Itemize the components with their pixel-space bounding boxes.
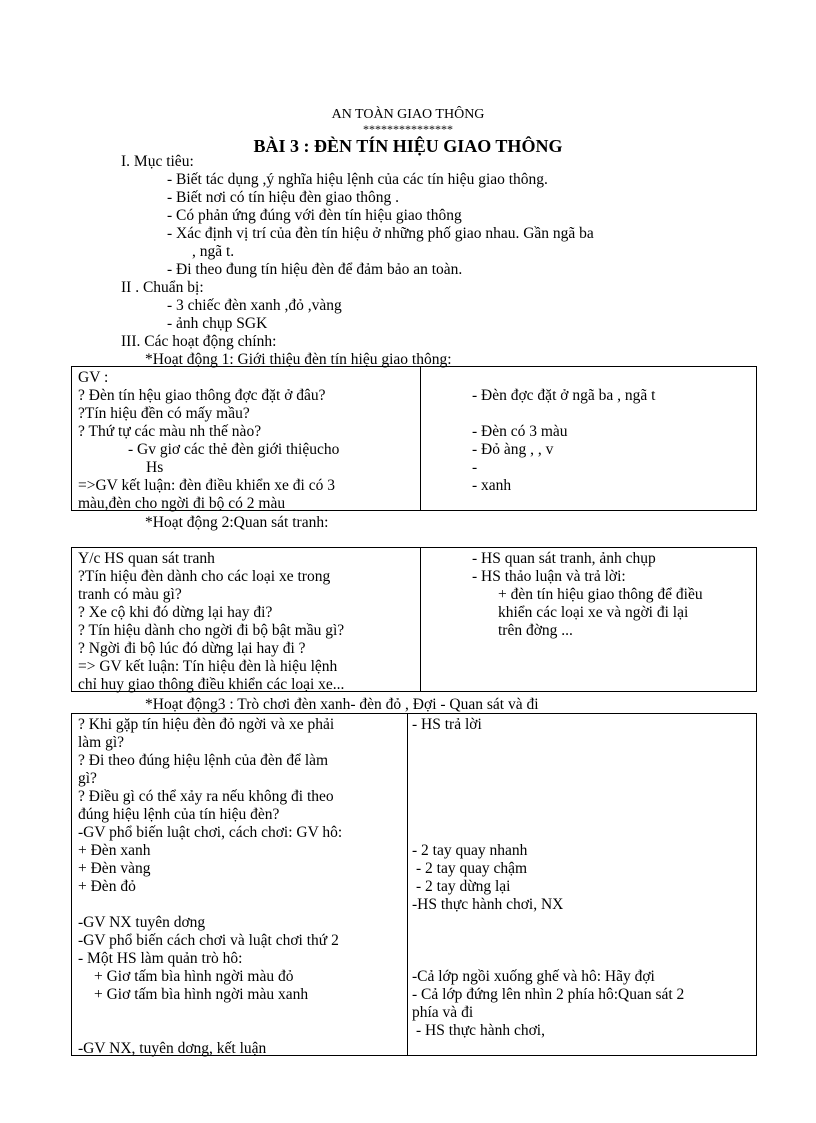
activity-1-table <box>71 366 757 511</box>
table-line: - Cả lớp đứng lên nhìn 2 phía hô:Quan sát 2 <box>412 986 685 1003</box>
table-line: - Đèn có 3 màu <box>472 423 568 440</box>
table-line: - Một HS làm quản trò hô: <box>78 950 243 967</box>
table-line: + Đèn vàng <box>78 860 151 877</box>
section-2-heading: II . Chuẩn bị: <box>121 279 204 296</box>
objective-item: - Biết tác dụng ,ý nghĩa hiệu lệnh của các tín hiệu giao thông. <box>167 171 548 188</box>
student-column <box>472 550 752 640</box>
preparation-item: - ảnh chụp SGK <box>167 315 268 332</box>
table-line: khiển các loại xe và ngời đi lại <box>498 604 689 621</box>
table-line: - Đèn đợc đặt ở ngã ba , ngã t <box>472 387 656 404</box>
table-line: ? Tín hiệu dành cho ngời đi bộ bật mầu gì? <box>78 622 345 639</box>
table-line: ? Khi gặp tín hiệu đèn đỏ ngời và xe phải <box>78 716 335 733</box>
table-line: - Gv giơ các thẻ đèn giới thiệucho <box>128 441 340 458</box>
activity-2-table <box>71 547 757 692</box>
table-line: -Cả lớp ngồi xuống ghế và hô: Hãy đợi <box>412 968 655 985</box>
section-3-heading: III. Các hoạt động chính: <box>121 333 277 350</box>
stars-divider: *************** <box>363 122 453 136</box>
teacher-column <box>78 369 416 513</box>
table-line: ? Đi theo đúng hiệu lệnh của đèn để làm <box>78 752 329 769</box>
table-line: gì? <box>78 770 97 787</box>
table-line: ?Tín hiệu đền có mấy mầu? <box>78 405 250 422</box>
table-line: chỉ huy giao thông điều khiển các loại xe... <box>78 676 345 693</box>
teacher-column <box>78 550 416 694</box>
table-line: - 2 tay quay chậm <box>416 860 528 877</box>
table-line: - 2 tay dừng lại <box>416 878 511 895</box>
table-line: + Giơ tấm bìa hình ngời màu xanh <box>94 986 309 1003</box>
activity-2-title: *Hoạt động 2:Quan sát tranh: <box>145 514 329 531</box>
table-line: Y/c HS quan sát tranh <box>78 550 215 567</box>
table-line: màu,đèn cho ngời đi bộ có 2 màu <box>78 495 286 512</box>
table-line: - 2 tay quay nhanh <box>412 842 528 859</box>
student-column <box>472 369 752 495</box>
table-line: ? Xe cộ khi đó dừng lại hay đi? <box>78 604 273 621</box>
table-line: + Đèn xanh <box>78 842 151 859</box>
column-divider <box>420 548 421 691</box>
lesson-title: BÀI 3 : ĐÈN TÍN HIỆU GIAO THÔNG <box>253 136 563 156</box>
table-line: ?Tín hiệu đèn dành cho các loại xe trong <box>78 568 331 585</box>
table-line: GV : <box>78 369 109 386</box>
activity-3-table <box>71 713 757 1056</box>
table-line: + đèn tín hiệu giao thông để điều <box>498 586 703 603</box>
objective-item: - Đi theo đung tín hiệu đèn để đảm bảo an toàn. <box>167 261 463 278</box>
table-line: =>GV kết luận: đèn điều khiển xe đi có 3 <box>78 477 335 494</box>
table-line: -GV NX tuyên dơng <box>78 914 206 931</box>
objective-item: - Biết nơi có tín hiệu đèn giao thông . <box>167 189 400 206</box>
table-line: - xanh <box>472 477 512 494</box>
table-line: - HS thực hành chơi, <box>416 1022 545 1039</box>
table-line: => GV kết luận: Tín hiệu đèn là hiệu lệnh <box>78 658 338 675</box>
table-line: làm gì? <box>78 734 125 751</box>
section-1-heading: I. Mục tiêu: <box>121 153 194 170</box>
activity-3-title: *Hoạt động3 : Trò chơi đèn xanh- đèn đỏ , Đợi - Quan sát và đi <box>145 696 539 713</box>
table-line: Hs <box>146 459 164 476</box>
table-line: - <box>472 459 478 476</box>
table-line: ? Đèn tín hệu giao thông đợc đặt ở đâu? <box>78 387 326 404</box>
column-divider <box>420 367 421 510</box>
subject-heading: AN TOÀN GIAO THÔNG <box>331 107 485 122</box>
table-line: -HS thực hành chơi, NX <box>412 896 564 913</box>
objective-item: - Xác định vị trí của đèn tín hiệu ở những phố giao nhau. Gần ngã ba <box>167 225 594 242</box>
activity-1-title: *Hoạt động 1: Giới thiệu đèn tín hiệu giao thông: <box>145 351 452 368</box>
table-line: -GV phổ biến luật chơi, cách chơi: GV hô: <box>78 824 343 841</box>
table-line: tranh có màu gì? <box>78 586 182 603</box>
table-line: - HS quan sát tranh, ảnh chụp <box>472 550 656 567</box>
objective-item: - Có phản ứng đúng với đèn tín hiệu giao thông <box>167 207 462 224</box>
table-line: - Đỏ àng , , v <box>472 441 554 458</box>
column-divider <box>407 714 408 1055</box>
table-line: + Đèn đỏ <box>78 878 136 895</box>
table-line: - HS trả lời <box>412 716 482 733</box>
preparation-item: - 3 chiếc đèn xanh ,đỏ ,vàng <box>167 297 342 314</box>
table-line: ? Điều gì có thể xảy ra nếu không đi theo <box>78 788 334 805</box>
table-line: ? Ngời đi bộ lúc đó dừng lại hay đi ? <box>78 640 306 657</box>
table-line: -GV phổ biến cách chơi và luật chơi thứ 2 <box>78 932 339 949</box>
table-line: - HS thảo luận và trả lời: <box>472 568 626 585</box>
teacher-column <box>78 716 404 1058</box>
table-line: + Giơ tấm bìa hình ngời màu đỏ <box>94 968 294 985</box>
student-column <box>412 716 752 1040</box>
table-line: ? Thứ tự các màu nh thế nào? <box>78 423 262 440</box>
table-line: đúng hiệu lệnh của tín hiệu đèn? <box>78 806 280 823</box>
table-line: -GV NX, tuyên dơng, kết luận <box>78 1040 267 1057</box>
table-line: phía và đi <box>412 1004 474 1021</box>
objective-item-continued: , ngã t. <box>192 243 235 260</box>
table-line: trên đờng ... <box>498 622 573 639</box>
